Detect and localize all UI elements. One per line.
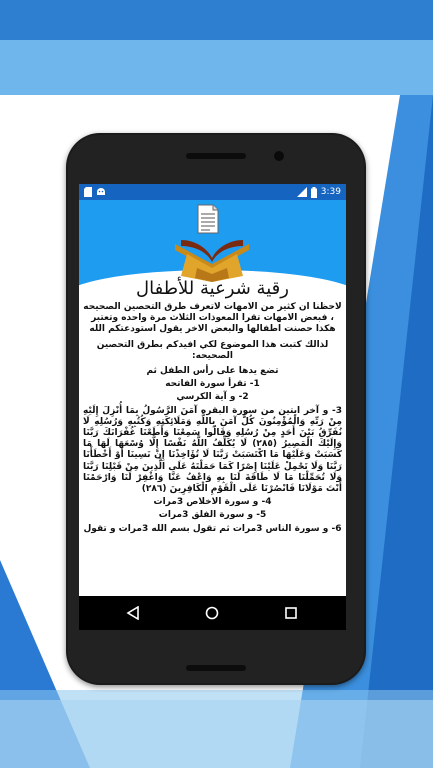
back-button[interactable] xyxy=(124,604,142,622)
step-5: 5- و سورة الفلق 3مرات xyxy=(158,510,267,521)
phone-speaker-bottom xyxy=(186,665,246,671)
back-icon xyxy=(126,606,140,620)
app-screen xyxy=(79,184,346,630)
phone-camera xyxy=(274,151,284,161)
step-3: 3- و آخر ايتين من سورة البقره آمَنَ الرَّسُولُ بِمَا أُنْزِلَ إِلَيْهِ مِنْ رَبِّهِ وَالْمُؤْمِنُونَ كُلٌّ آمَنَ بِاللَّهِ وَمَلَائِكَتِهِ وَكُتُبِهِ وَرُسُلِهِ لَا نُفَرِّقُ بَيْنَ أَحَدٍ مِنْ رُسُلِهِ وَقَالُوا سَمِعْنَا وَأَطَعْنَا غُفْرَانَكَ رَبَّنَا وَإِلَيْكَ الْمَصِيرُ (٢٨٥) لَا يُكَلِّفُ اللَّهُ نَفْسًا إِلَّا وُسْعَهَا لَهَا مَا كَسَبَتْ وَعَلَيْهَا مَا اكْتَسَبَتْ رَبَّنَا لَا تُؤَاخِذْنَا إِنْ نَسِينَا أَوْ أَخْطَأْنَا رَبَّنَا وَلَا تَحْمِلْ عَلَيْنَا إِصْرًا كَمَا حَمَلْتَهُ عَلَى الَّذِينَ مِنْ قَبْلِنَا رَبَّنَا وَلَا تُحَمِّلْنَا مَا لَا طَاقَةَ لَنَا بِهِ وَاعْفُ عَنَّا وَاغْفِرْ لَنَا وَارْحَمْنَا أَنْتَ مَوْلَانَا فَانْصُرْنَا عَلَى الْقَوْمِ الْكَافِرِينَ (٢٨٦) xyxy=(83,405,342,495)
home-button[interactable] xyxy=(203,604,221,622)
battery-icon xyxy=(311,187,317,198)
intro-paragraph: لاحظنا ان كثير من الامهات لاتعرف طرق التحصين الصحيحه ، فبعض الامهات تقرا المعوذات الثلاث مرة واحده وتعتبر هكذا حصنت اطفالها والبعض الاخر يقول استودعتكم الله xyxy=(83,302,342,335)
home-icon xyxy=(205,606,219,620)
article-content[interactable] xyxy=(83,302,342,606)
quran-book-icon xyxy=(167,238,257,282)
status-time: 3:39 xyxy=(320,187,341,197)
status-right-icons xyxy=(297,186,341,198)
status-bar xyxy=(79,184,346,200)
step-intro: تضع يدها على رأس الطفل ثم xyxy=(146,366,279,377)
status-left-icons xyxy=(84,187,106,197)
android-icon xyxy=(96,187,106,197)
phone-speaker-top xyxy=(186,153,246,159)
step-1: 1- تقرأ سورة الفاتحه xyxy=(165,379,260,390)
sd-card-icon xyxy=(84,187,92,197)
signal-icon xyxy=(297,187,307,197)
step-6: 6- و سورة الناس 3مرات ثم تقول بسم الله 3مرات و تقول xyxy=(83,523,342,534)
step-2: 2- و آية الكرسي xyxy=(176,392,249,403)
why-paragraph: لذالك كتبت هذا الموضوع لكي افيدكم بطرق التحصين الصحيحه: xyxy=(96,339,329,361)
page-title: رقية شرعية للأطفال xyxy=(136,278,289,299)
step-4: 4- و سورة الاخلاص 3مرات xyxy=(153,497,272,508)
recents-button[interactable] xyxy=(282,604,300,622)
document-icon xyxy=(196,204,220,234)
recents-icon xyxy=(284,606,298,620)
navigation-bar xyxy=(79,596,346,630)
